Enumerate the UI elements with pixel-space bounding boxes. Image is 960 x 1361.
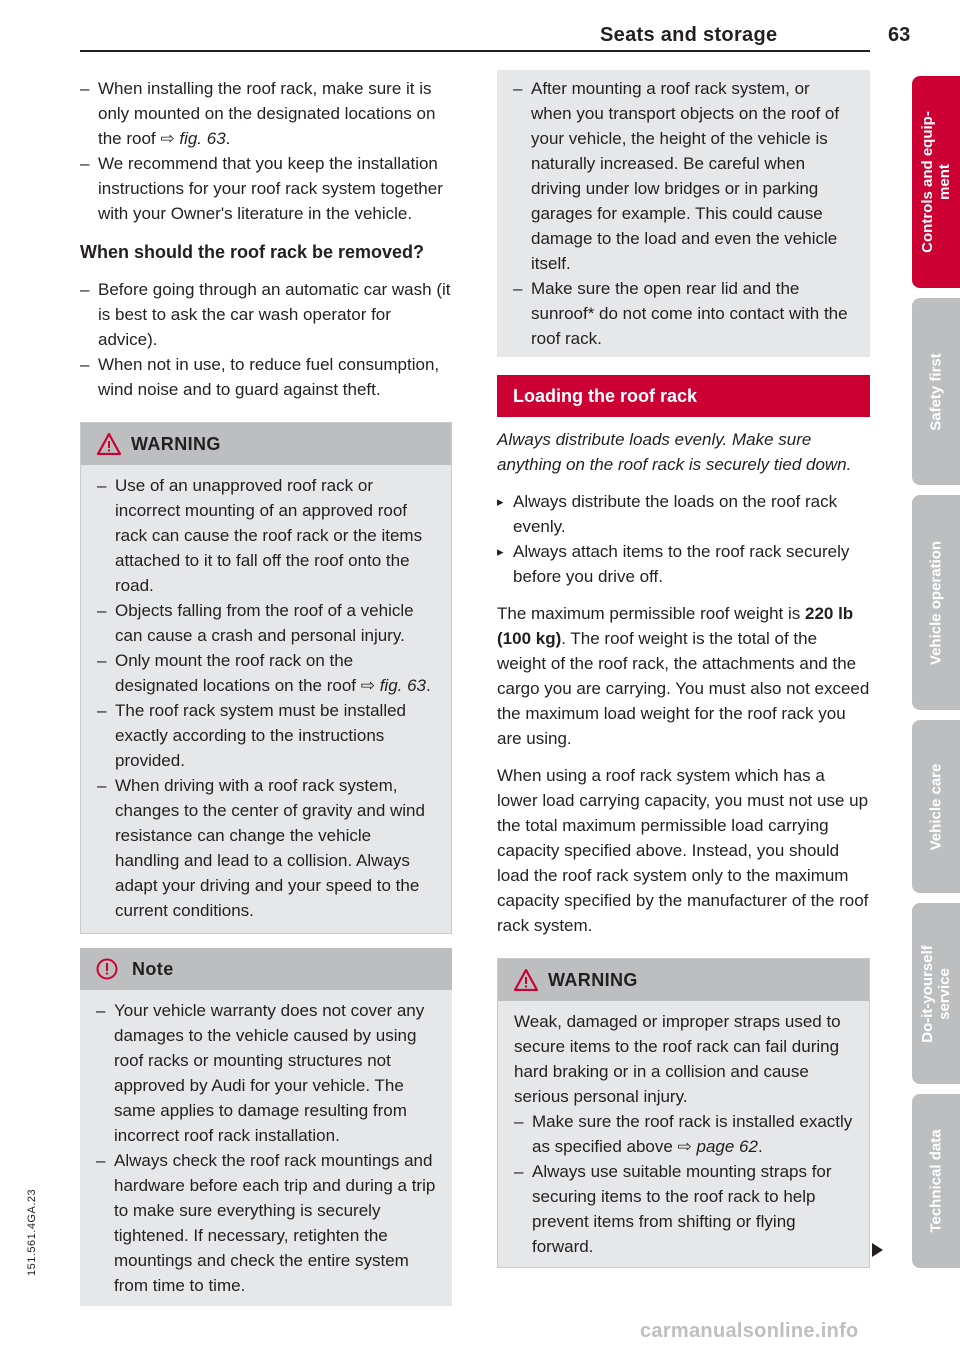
page-number: 63 xyxy=(888,24,911,46)
fig-ref-link[interactable]: ⇨ fig. 63 xyxy=(360,676,427,695)
step-item: ▸ Always attach items to the roof rack securely before you drive off. xyxy=(497,539,870,589)
note-circle-icon xyxy=(96,958,118,980)
warning-item: – Objects falling from the roof of a vehicle can cause a crash and personal injury. xyxy=(97,598,435,648)
tab-safety-first[interactable]: Safety first xyxy=(912,298,960,485)
note-item: – Your vehicle warranty does not cover any damages to the vehicle caused by using roof racks or mounting structures not approved by Audi for your vehicle. The same applies to damage resulting from incorrect roof rack installation. xyxy=(96,998,436,1148)
section-intro: Always distribute loads evenly. Make sure anything on the roof rack is securely tied down. xyxy=(497,430,852,474)
page-ref-link[interactable]: ⇨ page 62 xyxy=(677,1137,758,1156)
warning-item: – Only mount the roof rack on the designated locations on the roof ⇨ fig. 63. xyxy=(97,648,435,698)
remove-item-2: – When not in use, to reduce fuel consumption, wind noise and to guard against theft. xyxy=(80,352,452,402)
footer-watermark: carmanualsonline.info xyxy=(640,1320,859,1342)
warning-triangle-icon xyxy=(97,433,121,455)
remove-heading: When should the roof rack be removed? xyxy=(80,242,425,262)
remove-item-1: – Before going through an automatic car wash (it is best to ask the car wash operator for advice). xyxy=(80,277,452,352)
warning-item: – The roof rack system must be installed exactly according to the instructions provided. xyxy=(97,698,435,773)
max-roof-weight: 220 lb (100 kg) xyxy=(497,604,854,648)
right-column xyxy=(497,70,870,1268)
chapter-tabs xyxy=(912,76,960,1268)
caution-item: – After mounting a roof rack system, or when you transport objects on the roof of your vehicle, the height of the vehicle is naturally increased. Be careful when driving under low bridges or in parking garages for example. This could cause damage to the load and even the vehicle itself. xyxy=(513,76,854,276)
document-code: 151.561.4GA.23 xyxy=(26,1188,38,1276)
note-box xyxy=(80,948,452,1306)
section-title: Seats and storage xyxy=(600,24,778,46)
continue-arrow-icon xyxy=(872,1243,883,1257)
warning-continued-box xyxy=(497,70,870,357)
intro-item-2: – We recommend that you keep the installation instructions for your roof rack system together with your Owner's literature in the vehicle. xyxy=(80,151,452,226)
header-rule xyxy=(80,50,870,52)
step-item: ▸ Always distribute the loads on the roof rack evenly. xyxy=(497,489,870,539)
warning-triangle-icon xyxy=(514,969,538,991)
warning-item: – Always use suitable mounting straps for securing items to the roof rack to help prevent items from shifting or flying forward. xyxy=(514,1159,853,1259)
warning-box-right xyxy=(497,958,870,1268)
warning-body: Weak, damaged or improper straps used to secure items to the roof rack can fail during hard braking or in a collision and cause serious personal injury. xyxy=(514,1012,841,1106)
fig-ref-link[interactable]: ⇨ fig. 63 xyxy=(160,129,226,148)
tab-vehicle-operation[interactable]: Vehicle operation xyxy=(912,495,960,710)
intro-item-1: – When installing the roof rack, make sure it is only mounted on the designated locations on the roof ⇨ fig. 63. xyxy=(80,76,452,151)
warning-item: – Make sure the roof rack is installed exactly as specified above ⇨ page 62. xyxy=(514,1109,853,1159)
caution-item: – Make sure the open rear lid and the sunroof* do not come into contact with the roof rack. xyxy=(513,276,854,351)
roof-weight-paragraph: The maximum permissible roof weight is 220 lb (100 kg). The roof weight is the total of the weight of the roof rack, the attachments and the cargo you are carrying. You must also not exceed the maximum load weight for the roof rack you are using. xyxy=(497,604,870,748)
warning-item: – When driving with a roof rack system, changes to the center of gravity and wind resistance can change the vehicle handling and lead to a collision. Always adapt your driving and your speed to the current conditions. xyxy=(97,773,435,923)
note-title: Note xyxy=(80,948,452,990)
note-item: – Always check the roof rack mountings and hardware before each trip and during a trip to make sure everything is securely tightened. If necessary, retighten the mountings and check the entire system from time to time. xyxy=(96,1148,436,1298)
warning-box-left xyxy=(80,422,452,934)
warning-item: – Use of an unapproved roof rack or incorrect mounting of an approved roof rack can cause the roof rack or the items attached to it to fall off the roof onto the road. xyxy=(97,473,435,598)
capacity-paragraph: When using a roof rack system which has a lower load carrying capacity, you must not use up the total maximum permissible load carrying capacity specified above. Instead, you should load the roof rack system only to the maximum capacity specified by the manufacturer of the roof rack system. xyxy=(497,766,869,935)
loading-section-header: Loading the roof rack xyxy=(497,375,870,417)
warning-title: WARNING xyxy=(81,423,451,465)
tab-controls-and-equipment[interactable]: Controls and equip- ment xyxy=(912,76,960,288)
tab-technical-data[interactable]: Technical data xyxy=(912,1094,960,1268)
warning-title: WARNING xyxy=(498,959,869,1001)
tab-do-it-yourself-service[interactable]: Do-it-yourself service xyxy=(912,903,960,1084)
tab-vehicle-care[interactable]: Vehicle care xyxy=(912,720,960,893)
left-column xyxy=(80,76,452,1306)
